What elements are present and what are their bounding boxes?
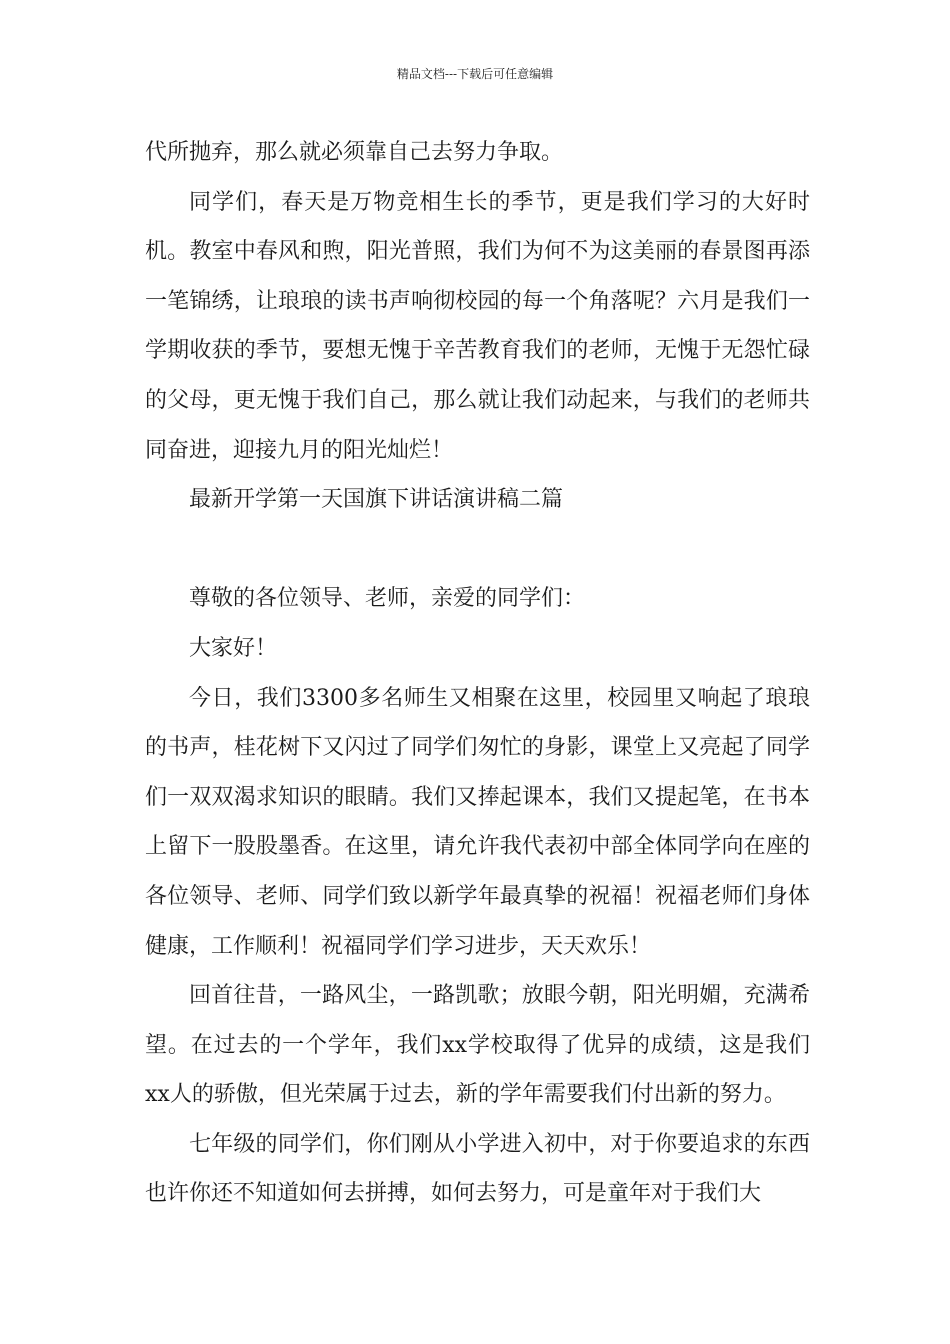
paragraph-review: 回首往昔，一路风尘，一路凯歌；放眼今朝，阳光明媚，充满希望。在过去的一个学年，我们xx学校取得了优异的成绩，这是我们xx人的骄傲，但光荣属于过去，新的学年需要我们付出新的努力。 <box>145 983 810 1108</box>
greeting: 大家好！ <box>189 635 278 661</box>
document-body <box>145 128 810 1219</box>
paragraph-grade-seven: 七年级的同学们，你们刚从小学进入初中，对于你要追求的东西也许你还不知道如何去拼搏，如何去努力，可是童年对于我们大 <box>145 1131 810 1207</box>
paragraph-today: 今日，我们3300多名师生又相聚在这里，校园里又响起了琅琅的书声，桂花树下又闪过了同学们匆忙的身影，课堂上又亮起了同学们一双双渴求知识的眼睛。我们又捧起课本，我们又提起笔，在书本上留下一股股墨香。在这里，请允许我代表初中部全体同学向在座的各位领导、老师、同学们致以新学年最真挚的祝福！祝福老师们身体健康，工作顺利！祝福同学们学习进步，天天欢乐！ <box>145 685 810 959</box>
paragraph-continuation: 代所抛弃，那么就必须靠自己去努力争取。 <box>145 140 564 165</box>
blank-line <box>145 525 810 575</box>
section-title: 最新开学第一天国旗下讲话演讲稿二篇 <box>189 487 564 513</box>
page-header: 精品文档---下载后可任意编辑 <box>396 67 554 81</box>
paragraph-spring: 同学们，春天是万物竞相生长的季节，更是我们学习的大好时机。教室中春风和煦，阳光普照，我们为何不为这美丽的春景图再添一笔锦绣，让琅琅的读书声响彻校园的每一个角落呢？六月是我们一学期收获的季节，要想无愧于辛苦教育我们的老师，无愧于无怨忙碌的父母，更无愧于我们自己，那么就让我们动起来，与我们的老师共同奋进，迎接九月的阳光灿烂！ <box>145 189 810 463</box>
salutation: 尊敬的各位领导、老师，亲爱的同学们： <box>189 586 586 612</box>
